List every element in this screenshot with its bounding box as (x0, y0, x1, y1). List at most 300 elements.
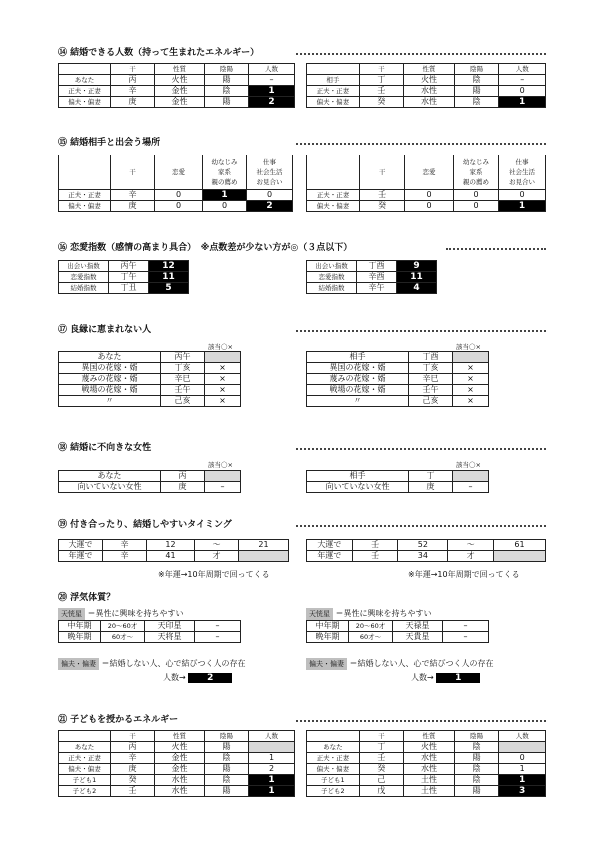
table-cell: 火性 (404, 75, 455, 86)
table-cell: 0 (155, 189, 203, 200)
table-cell: 20〜60才 (101, 621, 145, 632)
s17-left-table (58, 351, 241, 407)
table-row (59, 155, 293, 189)
table-row (59, 200, 293, 211)
table-cell: 干 (360, 155, 405, 189)
table-cell: 0 (499, 189, 546, 200)
table-cell: × (453, 396, 489, 407)
s19-right-table (306, 539, 546, 562)
table-cell: 壬 (359, 86, 404, 97)
table-cell: 陽 (205, 75, 249, 86)
table-cell: 人数 (499, 64, 546, 75)
table-cell: 幼なじみ 家系 親の薦め (203, 155, 247, 189)
table-cell (307, 155, 360, 189)
table-cell: 偏夫・偏妻 (59, 764, 111, 775)
table-row (307, 764, 546, 775)
table-cell: 出会い指数 (59, 261, 109, 272)
table-cell: × (453, 385, 489, 396)
table-cell: 晩年期 (59, 632, 101, 643)
table-cell: 〃 (307, 396, 409, 407)
table-cell: 0 (155, 200, 203, 211)
section-15-title: ⑮ 結婚相手と出会う場所 (58, 135, 546, 151)
table-cell: 偏夫・偏妻 (307, 764, 360, 775)
table-cell: 結婚指数 (59, 283, 109, 294)
table-row (59, 482, 241, 493)
table-row (59, 742, 295, 753)
table-row (59, 64, 295, 75)
table-cell (239, 551, 289, 562)
table-cell (59, 155, 111, 189)
table-row (307, 75, 546, 86)
table-cell: 人数 (249, 64, 295, 75)
table-cell: 陰 (454, 775, 499, 786)
table-row (307, 621, 489, 632)
s20-left-count: 2 (188, 673, 232, 683)
table-cell: 壬午 (409, 385, 453, 396)
table-cell: 丙 (111, 75, 155, 86)
table-cell: 0 (405, 200, 454, 211)
table-cell: 陽 (205, 786, 249, 797)
table-cell: 陰陽 (205, 64, 249, 75)
table-row (307, 753, 546, 764)
table-cell: 丁酉 (357, 261, 397, 272)
table-cell: 庚 (161, 482, 205, 493)
table-cell: 61 (494, 540, 546, 551)
table-cell: 干 (359, 64, 404, 75)
table-cell: 0 (499, 86, 546, 97)
table-cell: 相手 (307, 75, 360, 86)
table-row (59, 753, 295, 764)
table-row (59, 385, 241, 396)
table-row (59, 551, 289, 562)
section-18-title: ⑱ 結婚に不向きな女性 (58, 440, 546, 456)
table-cell: 辛酉 (357, 272, 397, 283)
table-cell (499, 742, 546, 753)
table-cell: 壬 (360, 189, 405, 200)
table-cell: 1 (249, 86, 295, 97)
table-cell: 相手 (307, 352, 409, 363)
table-row (59, 540, 289, 551)
s21-right-table (306, 730, 546, 797)
table-cell: 大運で (307, 540, 353, 551)
table-cell: 干 (111, 155, 155, 189)
table-cell: 丙 (161, 471, 205, 482)
s20-right-star: 天恍星 (306, 608, 333, 620)
table-cell: 偏夫・偏妻 (307, 97, 360, 108)
s20-right-count-line (411, 672, 480, 683)
section-16 (58, 240, 546, 293)
table-cell: 己 (359, 775, 404, 786)
table-cell: 火性 (155, 742, 205, 753)
table-row (59, 97, 295, 108)
table-cell: × (205, 385, 241, 396)
table-cell: 干 (111, 731, 155, 742)
s17-right-label: 該当〇× (456, 343, 481, 351)
table-cell: – (205, 482, 241, 493)
table-cell: 正夫・正妻 (59, 86, 111, 97)
table-cell: 丙 (111, 742, 155, 753)
table-cell: 天将星 (145, 632, 195, 643)
table-row (59, 621, 241, 632)
table-cell: 土性 (404, 786, 455, 797)
table-cell: 性質 (155, 731, 205, 742)
table-cell: 2 (247, 200, 293, 211)
s21-left-table (58, 730, 295, 797)
table-cell: 相手 (307, 471, 409, 482)
table-cell: 己亥 (409, 396, 453, 407)
s18-left-label: 該当〇× (208, 461, 233, 469)
table-cell: 2 (249, 97, 295, 108)
s18-left-table (58, 470, 241, 493)
table-cell (205, 352, 241, 363)
table-cell: 丁丑 (109, 283, 149, 294)
table-cell: × (205, 363, 241, 374)
table-row (59, 374, 241, 385)
table-row (307, 64, 546, 75)
table-cell: 11 (397, 272, 437, 283)
s19-left-note: ※年運→10年周期で回ってくる (158, 570, 270, 579)
table-cell: 正夫・正妻 (59, 189, 111, 200)
table-cell: 陰 (454, 75, 499, 86)
table-cell: 人数 (499, 731, 546, 742)
table-cell: 子ども2 (59, 786, 111, 797)
table-cell: 癸 (359, 764, 404, 775)
table-cell (494, 551, 546, 562)
section-21 (58, 712, 546, 796)
table-cell: – (249, 75, 295, 86)
table-row (59, 786, 295, 797)
table-cell: 金性 (155, 753, 205, 764)
table-cell: あなた (59, 742, 111, 753)
table-cell: 陽 (454, 786, 499, 797)
table-row (59, 764, 295, 775)
table-cell: 1 (499, 200, 546, 211)
table-cell: 60才〜 (349, 632, 393, 643)
table-cell: 丁 (359, 742, 404, 753)
table-cell: 正夫・正妻 (307, 86, 360, 97)
table-cell (205, 471, 241, 482)
s20-left-desc: ＝異性に興味を持ちやすい (87, 609, 184, 618)
table-cell: 才 (195, 551, 239, 562)
table-cell: 0 (499, 753, 546, 764)
table-cell: × (453, 374, 489, 385)
table-row (307, 385, 489, 396)
table-cell: 人数 (249, 731, 295, 742)
table-cell: 幼なじみ 家系 親の薦め (454, 155, 499, 189)
s20-right-tag-line (306, 658, 494, 670)
table-cell: 子ども1 (307, 775, 360, 786)
table-row (307, 155, 546, 189)
table-cell: 丙午 (161, 352, 205, 363)
section-15 (58, 135, 546, 211)
s20-left-table (58, 620, 241, 643)
table-cell: 性質 (155, 64, 205, 75)
table-cell: 60才〜 (101, 632, 145, 643)
table-cell: 1 (499, 775, 546, 786)
table-cell: 〜 (448, 540, 494, 551)
table-row (307, 352, 489, 363)
table-cell: – (443, 632, 489, 643)
table-cell: あなた (307, 742, 360, 753)
table-cell: 庚 (111, 200, 155, 211)
s19-right-note: ※年運→10年周期で回ってくる (408, 570, 520, 579)
table-cell: 辛 (111, 189, 155, 200)
table-cell: – (443, 621, 489, 632)
table-row (307, 283, 437, 294)
table-cell: 向いていない女性 (307, 482, 409, 493)
s18-right-label: 該当〇× (456, 461, 481, 469)
table-cell: 壬午 (161, 385, 205, 396)
table-cell: 火性 (155, 75, 205, 86)
table-cell: × (205, 374, 241, 385)
section-20 (58, 590, 546, 683)
table-cell: 戦場の花嫁・婿 (307, 385, 409, 396)
section-16-title: ⑯ 恋愛指数（感情の高まり具合） ※点数差が少ない方が◎（３点以下） (58, 240, 546, 256)
table-cell: 陰 (205, 753, 249, 764)
table-row (307, 775, 546, 786)
s17-right-table (306, 351, 489, 407)
table-cell (59, 731, 111, 742)
table-cell: 大運で (59, 540, 103, 551)
table-cell: 年運で (59, 551, 103, 562)
section-19-title: ⑲ 付き合ったり、結婚しやすいタイミング (58, 517, 546, 533)
table-cell: あなた (59, 75, 111, 86)
table-cell: 辛巳 (161, 374, 205, 385)
table-cell: 水性 (404, 97, 455, 108)
table-cell: 庚 (111, 764, 155, 775)
s20-left-tag-line (58, 658, 246, 670)
table-cell: 9 (397, 261, 437, 272)
table-cell: 陽 (205, 97, 249, 108)
s20-right-count-label: 人数→ (411, 673, 434, 682)
table-cell: 正夫・正妻 (307, 189, 360, 200)
table-row (59, 396, 241, 407)
table-cell: 丁亥 (409, 363, 453, 374)
table-cell: 出会い指数 (307, 261, 357, 272)
section-14 (58, 45, 546, 107)
table-cell: 才 (448, 551, 494, 562)
table-cell: 壬 (359, 753, 404, 764)
table-cell: 3 (499, 786, 546, 797)
s14-left-table (58, 63, 295, 108)
table-row (307, 396, 489, 407)
table-cell: 0 (454, 189, 499, 200)
s20-right-desc: ＝異性に興味を持ちやすい (335, 609, 432, 618)
table-cell: 0 (247, 189, 293, 200)
table-row (59, 632, 241, 643)
table-cell: 12 (147, 540, 195, 551)
table-cell: あなた (59, 471, 161, 482)
table-cell: あなた (59, 352, 161, 363)
table-cell: 辛巳 (409, 374, 453, 385)
table-row (307, 363, 489, 374)
table-row (59, 283, 189, 294)
table-cell: 水性 (404, 753, 455, 764)
table-row (59, 775, 295, 786)
table-cell: 戊 (359, 786, 404, 797)
table-cell: 癸 (359, 97, 404, 108)
table-cell: 恋愛指数 (59, 272, 109, 283)
table-cell: 異国の花嫁・婿 (307, 363, 409, 374)
section-21-title: ㉑ 子どもを授かるエネルギー (58, 712, 546, 728)
s15-right-table (306, 155, 546, 212)
table-row (59, 272, 189, 283)
table-cell: 性質 (404, 731, 455, 742)
table-cell: 1 (249, 753, 295, 764)
table-cell: – (453, 482, 489, 493)
table-cell: 水性 (404, 764, 455, 775)
table-cell: 陰 (205, 775, 249, 786)
table-cell: 〜 (195, 540, 239, 551)
table-cell: 中年期 (59, 621, 101, 632)
table-cell: 陰陽 (454, 64, 499, 75)
table-cell (307, 731, 360, 742)
table-cell: 水性 (404, 86, 455, 97)
s20-left-count-line (163, 672, 232, 683)
table-cell: – (195, 632, 241, 643)
table-cell: 恋愛 (405, 155, 454, 189)
table-cell: 戦場の花嫁・婿 (59, 385, 161, 396)
table-cell: 丁 (409, 471, 453, 482)
s20-left-tagdesc: ＝結婚しない人、心で結びつく人の存在 (101, 659, 246, 668)
s16-right-table (306, 260, 437, 294)
s20-right-tag: 偏夫・偏妻 (306, 658, 347, 670)
table-cell (59, 64, 111, 75)
s15-left-table (58, 155, 293, 212)
table-cell: 干 (359, 731, 404, 742)
table-cell: 丁 (359, 75, 404, 86)
table-row (307, 86, 546, 97)
table-cell: 辛 (103, 551, 147, 562)
s16-left-table (58, 260, 189, 294)
table-cell: 34 (398, 551, 448, 562)
table-row (307, 97, 546, 108)
table-cell: 5 (149, 283, 189, 294)
table-cell: 天印星 (145, 621, 195, 632)
table-cell: 恋愛 (155, 155, 203, 189)
s20-right-table (306, 620, 489, 643)
table-cell: 向いていない女性 (59, 482, 161, 493)
table-cell: 11 (149, 272, 189, 283)
section-19 (58, 517, 546, 579)
table-row (59, 86, 295, 97)
table-cell: 辛午 (357, 283, 397, 294)
s20-left-count-label: 人数→ (163, 673, 186, 682)
table-cell: 0 (454, 200, 499, 211)
table-row (59, 363, 241, 374)
table-cell: 火性 (404, 742, 455, 753)
table-row (307, 374, 489, 385)
table-cell: 仕事 社会生活 お見合い (247, 155, 293, 189)
table-cell: 陰 (454, 742, 499, 753)
table-cell: – (499, 75, 546, 86)
table-cell: 陽 (205, 742, 249, 753)
table-cell: 水性 (155, 786, 205, 797)
s14-right-table (306, 63, 546, 108)
table-cell: 52 (398, 540, 448, 551)
table-cell: 偏夫・偏妻 (307, 200, 360, 211)
table-cell: 偏夫・偏妻 (59, 97, 111, 108)
table-row (307, 272, 437, 283)
table-cell: 干 (111, 64, 155, 75)
table-cell: 2 (249, 764, 295, 775)
table-cell: 結婚指数 (307, 283, 357, 294)
table-row (59, 352, 241, 363)
table-cell: 〃 (59, 396, 161, 407)
table-cell (453, 352, 489, 363)
table-cell: 庚 (409, 482, 453, 493)
table-cell: 異国の花嫁・婿 (59, 363, 161, 374)
section-14-title: ⑭ 結婚できる人数（持って生まれたエネルギー） (58, 45, 546, 61)
table-cell: 金性 (155, 97, 205, 108)
table-cell: 金性 (155, 86, 205, 97)
table-row (59, 75, 295, 86)
table-row (59, 731, 295, 742)
table-cell: 子ども1 (59, 775, 111, 786)
table-cell: × (453, 363, 489, 374)
table-cell: 子ども2 (307, 786, 360, 797)
table-row (307, 189, 546, 200)
table-cell: × (205, 396, 241, 407)
table-cell: 丁亥 (161, 363, 205, 374)
table-cell: 1 (499, 97, 546, 108)
table-cell: 1 (249, 786, 295, 797)
s20-left-star: 天恍星 (58, 608, 85, 620)
table-row (307, 261, 437, 272)
table-row (59, 471, 241, 482)
table-cell: 陽 (454, 86, 499, 97)
table-cell: 辛 (111, 86, 155, 97)
table-cell: 陰陽 (454, 731, 499, 742)
s19-left-table (58, 539, 289, 562)
section-17 (58, 322, 546, 405)
table-cell: 4 (397, 283, 437, 294)
table-row (307, 200, 546, 211)
table-cell: 辛 (111, 753, 155, 764)
table-cell: 陰陽 (205, 731, 249, 742)
table-row (59, 189, 293, 200)
section-17-title: ⑰ 良縁に恵まれない人 (58, 322, 546, 338)
table-cell: 晩年期 (307, 632, 349, 643)
table-cell: 1 (203, 189, 247, 200)
table-cell: 丙午 (109, 261, 149, 272)
table-cell (307, 64, 360, 75)
table-cell: 丁酉 (409, 352, 453, 363)
section-18 (58, 440, 546, 491)
table-row (307, 731, 546, 742)
table-cell: 土性 (404, 775, 455, 786)
table-cell: 丁午 (109, 272, 149, 283)
table-cell: 陰 (205, 86, 249, 97)
table-cell: 壬 (352, 540, 398, 551)
s20-right-star-line (306, 608, 432, 620)
table-cell: 天禄星 (393, 621, 443, 632)
table-cell: 蔑みの花嫁・婿 (307, 374, 409, 385)
table-cell (249, 742, 295, 753)
table-cell: 癸 (111, 775, 155, 786)
table-cell: 0 (203, 200, 247, 211)
table-cell: 正夫・正妻 (59, 753, 111, 764)
table-cell: 壬 (111, 786, 155, 797)
table-row (59, 261, 189, 272)
s20-right-count: 1 (436, 673, 480, 683)
s20-right-tagdesc: ＝結婚しない人、心で結びつく人の存在 (349, 659, 494, 668)
table-row (307, 482, 489, 493)
table-cell: 癸 (360, 200, 405, 211)
table-cell: 天貴星 (393, 632, 443, 643)
table-cell: 正夫・正妻 (307, 753, 360, 764)
table-cell: 辛 (103, 540, 147, 551)
